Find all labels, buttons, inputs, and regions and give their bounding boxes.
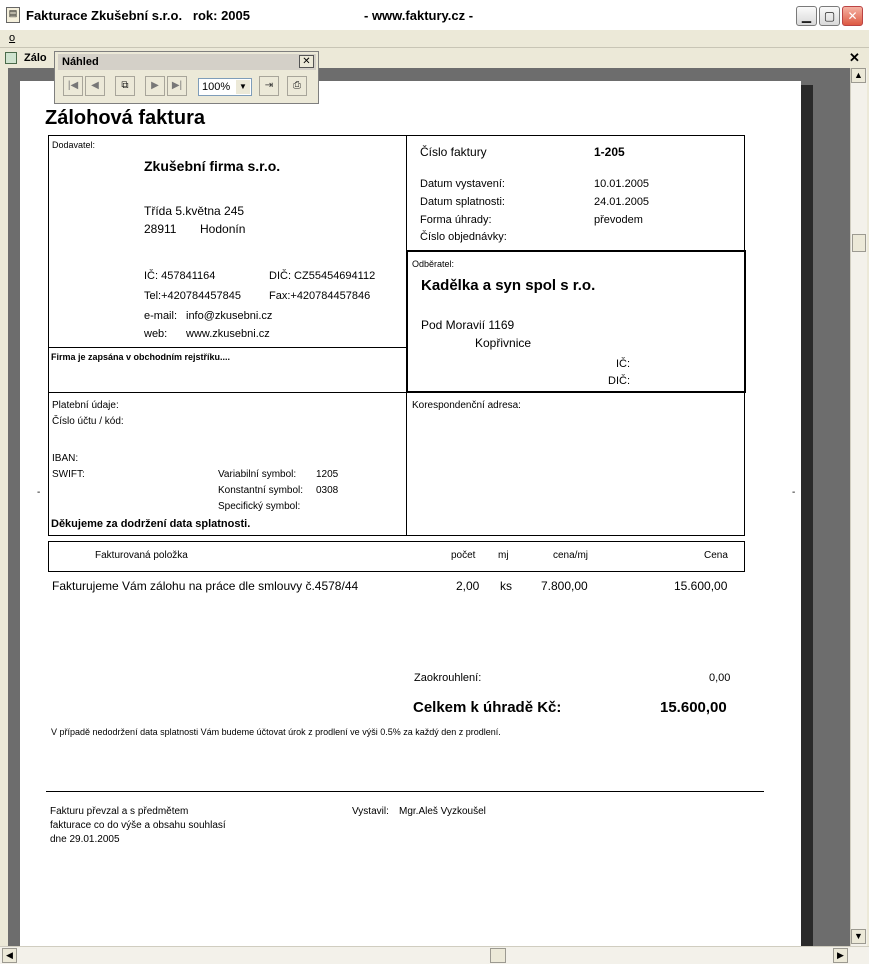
chevron-down-icon[interactable]: ▼: [236, 80, 250, 94]
page-marker-right: -: [792, 487, 796, 498]
item-qty: 2,00: [456, 579, 480, 593]
vertical-scroll-thumb[interactable]: [852, 234, 866, 252]
last-page-button[interactable]: ▶|: [167, 76, 187, 96]
scroll-up-icon[interactable]: ▲: [851, 68, 866, 83]
menu-bar: [0, 30, 869, 48]
payment-label: Forma úhrady:: [420, 214, 492, 226]
grand-total: 15.600,00: [660, 699, 727, 716]
supplier-zip: 28911: [144, 222, 177, 236]
item-text: Fakturujeme Vám zálohu na práce dle smlouvy č.4578/44: [52, 579, 359, 593]
customer-ic: IČ:: [616, 358, 631, 370]
export-icon[interactable]: ⇥: [259, 76, 279, 96]
issuer-name: Mgr.Aleš Vyzkoušel: [399, 806, 486, 817]
const-symbol: 0308: [316, 485, 339, 496]
window-url: - www.faktury.cz -: [364, 8, 474, 23]
horizontal-scroll-thumb[interactable]: [490, 948, 506, 963]
col-price: cena/mj: [553, 550, 589, 561]
supplier-web: www.zkusebni.cz: [186, 328, 270, 340]
issue-date: 10.01.2005: [594, 178, 650, 190]
supplier-email: info@zkusebni.cz: [186, 310, 273, 322]
due-date: 24.01.2005: [594, 196, 650, 208]
supplier-web-label: web:: [144, 328, 168, 340]
invoice-no: 1-205: [594, 145, 625, 159]
window-title: Fakturace Zkušební s.r.o. rok: 2005: [26, 8, 250, 23]
col-total: Cena: [704, 550, 728, 561]
receipt-line-1: Fakturu převzal a s předmětem: [50, 806, 189, 817]
vertical-scrollbar[interactable]: [850, 68, 867, 946]
page-shadow: [801, 85, 813, 946]
supplier-dic: DIČ: CZ55454694112: [269, 270, 376, 282]
supplier-tel: Tel:+420784457845: [144, 290, 241, 302]
preview-toolbar: [54, 51, 319, 104]
order-label: Číslo objednávky:: [420, 231, 507, 243]
rounding-label: Zaokrouhlení:: [414, 672, 482, 684]
registry-note: Firma je zapsána v obchodním rejstříku....: [51, 352, 231, 362]
customer-street: Pod Moravií 1169: [421, 318, 515, 332]
scroll-right-icon[interactable]: ▶: [833, 948, 848, 963]
customer-name: Kadělka a syn spol s r.o.: [421, 277, 596, 294]
customer-label: Odběratel:: [412, 259, 455, 269]
thanks-note: Děkujeme za dodržení data splatnosti.: [51, 518, 251, 530]
toolbar-title: Náhled: [62, 56, 99, 68]
item-price: 7.800,00: [541, 579, 588, 593]
var-symbol-label: Variabilní symbol:: [218, 469, 297, 480]
item-total: 15.600,00: [674, 579, 728, 593]
supplier-fax: Fax:+420784457846: [269, 290, 371, 302]
close-button[interactable]: ✕: [842, 6, 863, 26]
payment-method: převodem: [594, 214, 643, 226]
toolbar-close-icon[interactable]: ✕: [299, 55, 314, 68]
var-symbol: 1205: [316, 469, 339, 480]
const-symbol-label: Konstantní symbol:: [218, 485, 304, 496]
payment-info-label: Platební údaje:: [52, 400, 119, 411]
spec-symbol-label: Specifický symbol:: [218, 501, 301, 512]
minimize-button[interactable]: ▁: [796, 6, 817, 26]
issue-date-label: Datum vystavení:: [420, 178, 505, 190]
col-qty: počet: [451, 550, 476, 561]
receipt-line-2: fakturace co do výše a obsahu souhlasí: [50, 820, 226, 831]
account-label: Číslo účtu / kód:: [52, 416, 124, 427]
toolbar-caption: [58, 54, 316, 70]
invoice-no-label: Číslo faktury: [420, 145, 487, 159]
correspondence-label: Korespondenční adresa:: [412, 400, 521, 411]
app-icon: ▤: [6, 7, 20, 23]
menu-item[interactable]: o: [9, 32, 16, 44]
swift-label: SWIFT:: [52, 469, 85, 480]
zoom-select[interactable]: [198, 78, 252, 96]
supplier-ic: IČ: 457841164: [144, 270, 216, 282]
printer-icon[interactable]: ⎙: [287, 76, 307, 96]
supplier-city: Hodonín: [200, 222, 246, 236]
zoom-value: 100%: [202, 81, 231, 93]
next-page-button[interactable]: ▶: [145, 76, 165, 96]
scroll-down-icon[interactable]: ▼: [851, 929, 866, 944]
customer-dic: DIČ:: [608, 375, 630, 387]
rounding-value: 0,00: [709, 672, 731, 684]
customer-city: Kopřivnice: [475, 336, 532, 350]
page-marker-left: -: [37, 487, 41, 498]
due-date-label: Datum splatnosti:: [420, 196, 505, 208]
col-unit: mj: [498, 550, 509, 561]
invoice-heading: Zálohová faktura: [45, 107, 206, 129]
first-page-button[interactable]: |◀: [63, 76, 83, 96]
supplier-name: Zkušební firma s.r.o.: [144, 158, 281, 174]
mdi-close-icon[interactable]: ✕: [849, 50, 860, 65]
prev-page-button[interactable]: ◀: [85, 76, 105, 96]
copy-icon[interactable]: ⧉: [115, 76, 135, 96]
col-item: Fakturovaná položka: [95, 550, 188, 561]
horizontal-scrollbar[interactable]: [0, 946, 869, 964]
supplier-email-label: e-mail:: [144, 310, 178, 322]
maximize-button[interactable]: ▢: [819, 6, 840, 26]
grand-total-label: Celkem k úhradě Kč:: [413, 699, 562, 716]
mdi-title: Zálo: [24, 52, 47, 64]
issuer-label: Vystavil:: [352, 806, 389, 817]
supplier-label: Dodavatel:: [52, 140, 96, 150]
item-unit: ks: [500, 579, 512, 593]
supplier-street: Třída 5.května 245: [144, 204, 245, 218]
receipt-line-3: dne 29.01.2005: [50, 834, 120, 845]
footer-divider: [46, 791, 764, 792]
penalty-note: V případě nedodržení data splatnosti Vám budeme účtovat úrok z prodlení ve výši 0.5% za každý den z prodlení.: [51, 727, 501, 737]
iban-label: IBAN:: [52, 453, 79, 464]
payment-box: [48, 392, 745, 536]
document-icon: [5, 52, 17, 64]
title-bar: [0, 0, 869, 30]
scroll-left-icon[interactable]: ◀: [2, 948, 17, 963]
